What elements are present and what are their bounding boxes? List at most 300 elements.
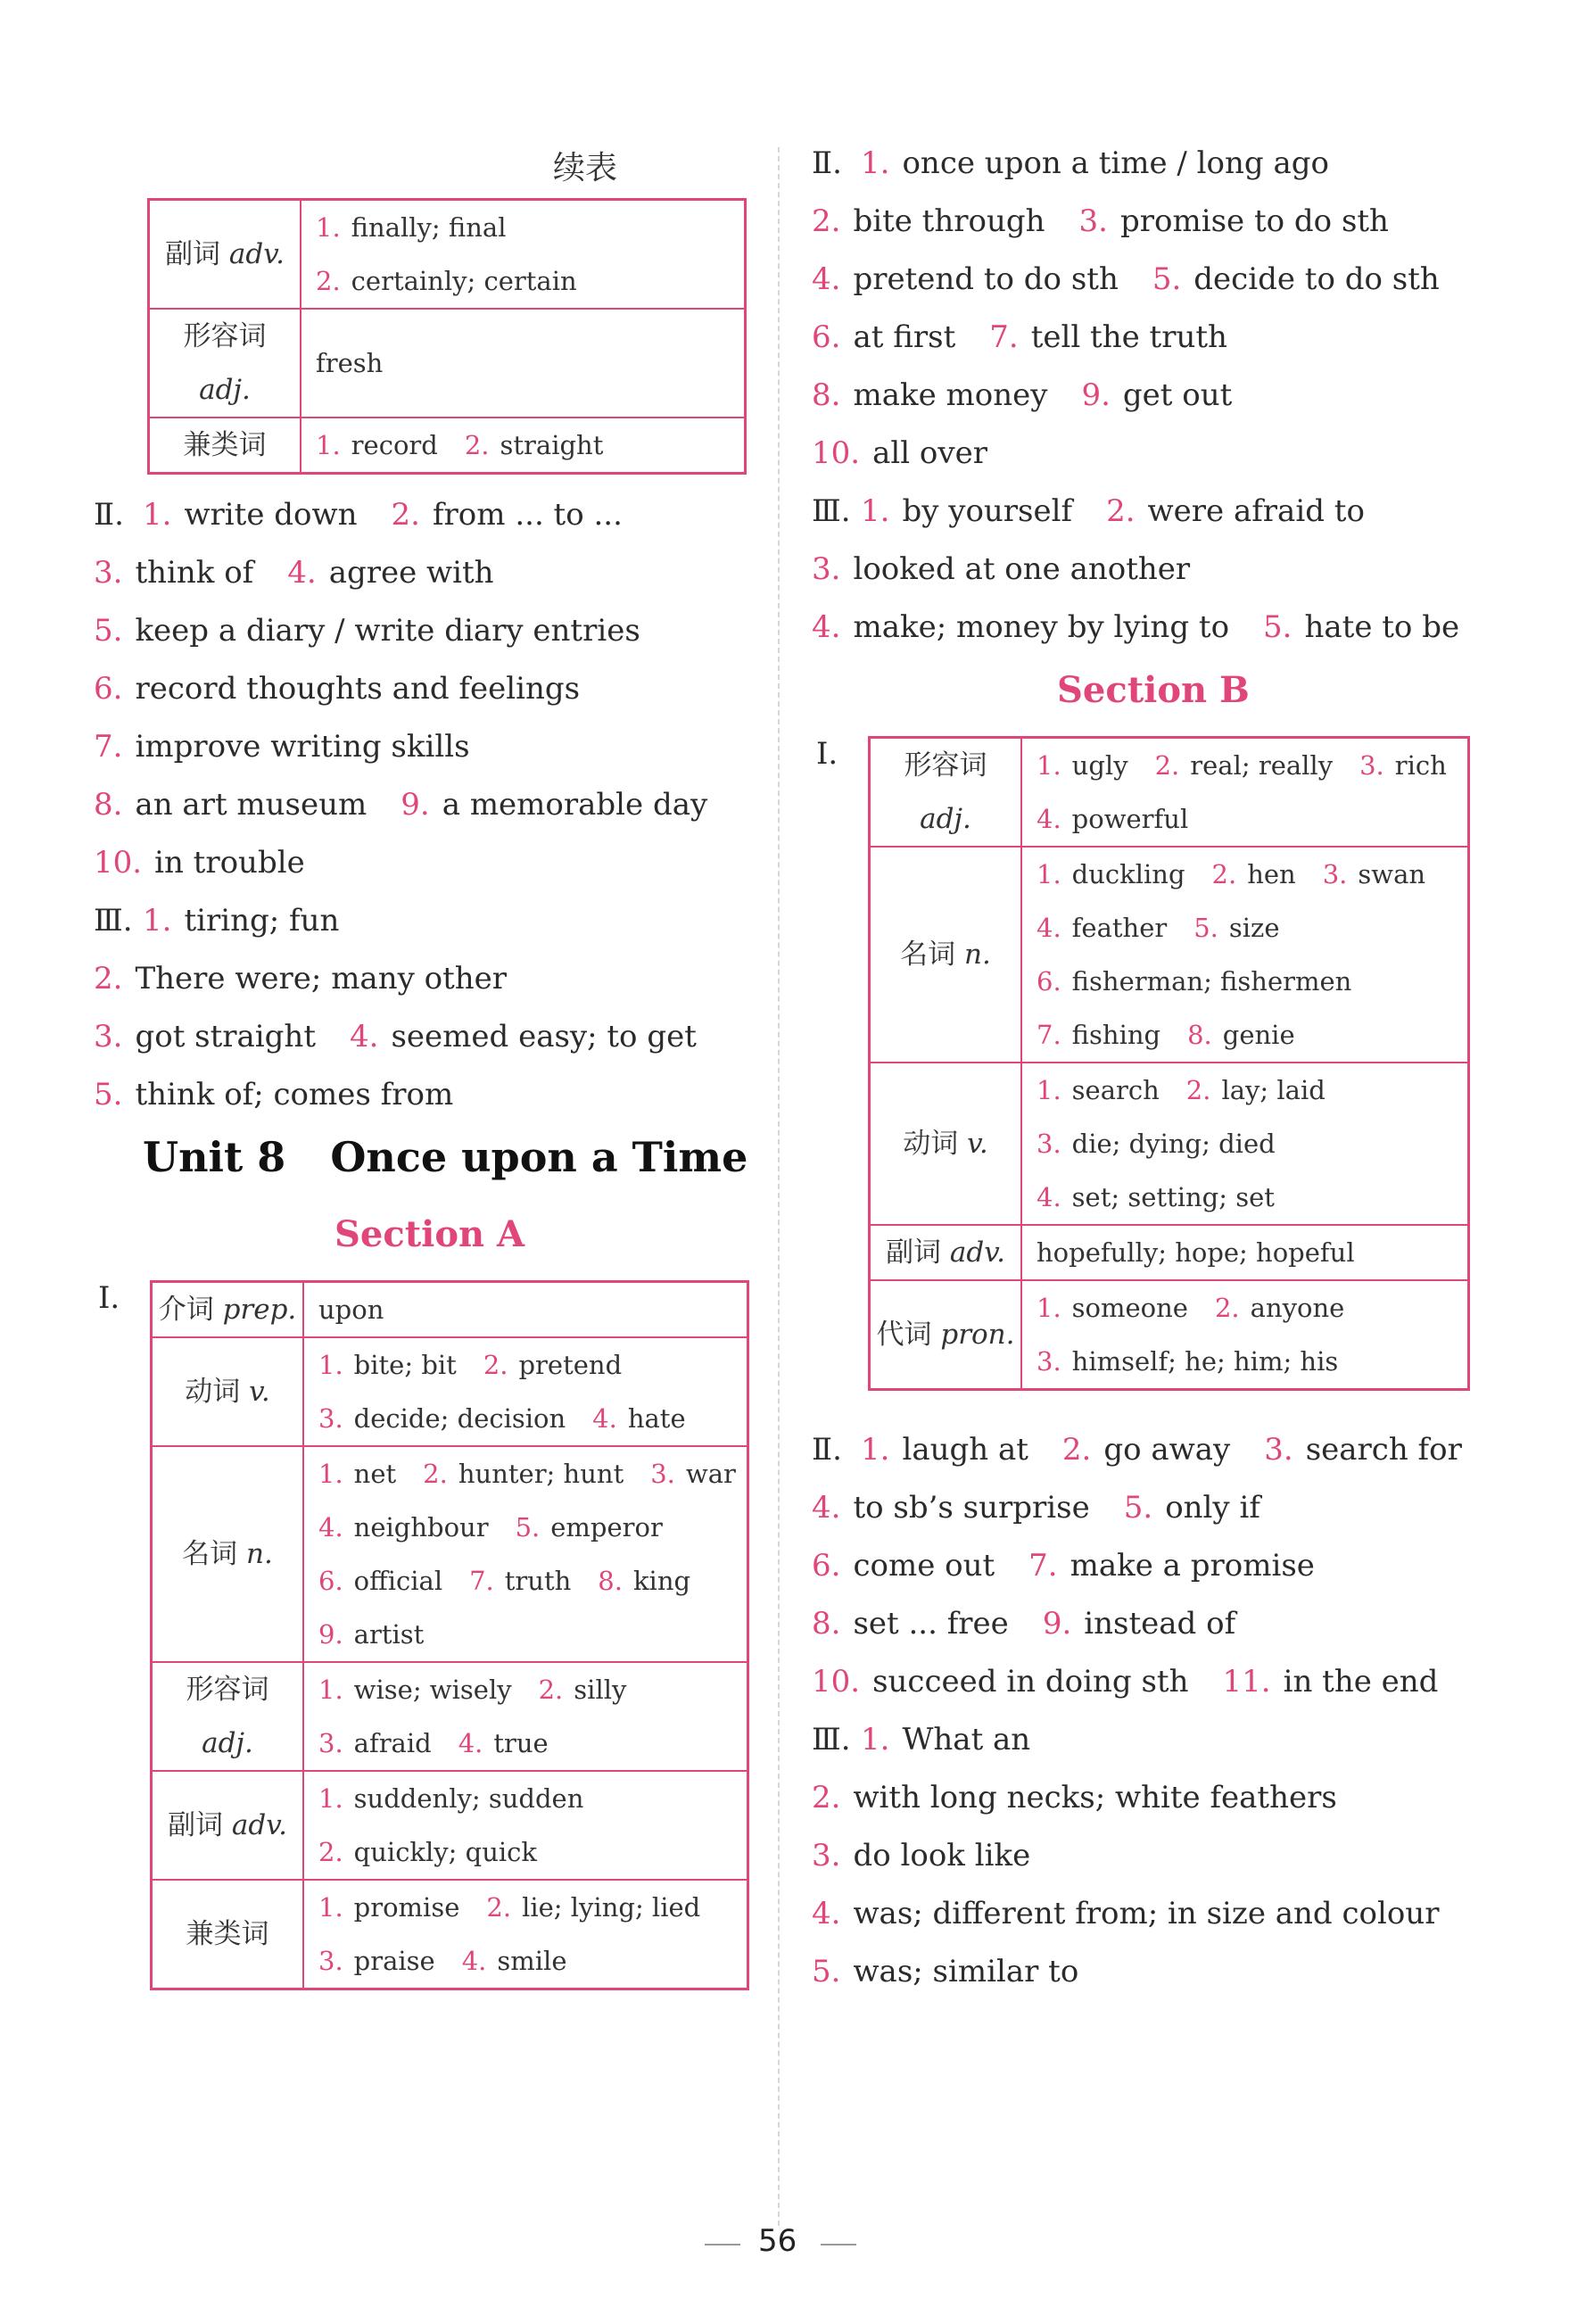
left-ex3-line: [94, 1019, 697, 1054]
item-text: instead of: [1084, 1606, 1236, 1642]
category-cell: [870, 1225, 1022, 1280]
item-number: 8.: [94, 787, 123, 823]
item-number: 1.: [1037, 1075, 1061, 1105]
item-number: 4.: [812, 609, 841, 645]
category-cn: 动词: [903, 1128, 959, 1160]
left-ex3-line: [94, 1077, 453, 1112]
item-text: real; really: [1190, 750, 1334, 781]
item-number: 5.: [1193, 913, 1218, 943]
item-text: once upon a time / long ago: [902, 145, 1329, 181]
item-number: 10.: [812, 1664, 861, 1700]
unit-label: Unit 8: [143, 1133, 286, 1181]
item-number: 3.: [812, 1838, 841, 1873]
item-number: 5.: [94, 613, 123, 649]
item-text: emperor: [550, 1512, 663, 1542]
item-number: 2.: [318, 1837, 343, 1867]
item-text: looked at one another: [853, 551, 1191, 587]
vocab-table-top: [147, 198, 747, 475]
category-cn: 副词: [168, 1809, 224, 1841]
item-text: artist: [353, 1619, 425, 1650]
section-a-title: Section A: [334, 1213, 525, 1255]
item-number: 1.: [1037, 1293, 1061, 1323]
item-row: [316, 254, 744, 308]
item-number: 7.: [989, 319, 1019, 355]
item-number: 2.: [464, 430, 490, 460]
item-text: net: [353, 1459, 397, 1489]
right-ex2b-line: [861, 1432, 1462, 1468]
category-cn: 兼类词: [186, 1918, 269, 1950]
item-text: decide to do sth: [1193, 261, 1440, 297]
item-number: 1.: [318, 1892, 343, 1923]
item-text: were afraid to: [1147, 493, 1365, 529]
item-text: come out: [853, 1548, 995, 1584]
category-cn: 动词: [185, 1376, 241, 1408]
item-row: [1037, 1063, 1467, 1117]
item-row: [318, 1338, 747, 1392]
item-text: pretend to do sth: [853, 261, 1119, 297]
item-number: 10.: [812, 435, 861, 471]
left-ex2-line: [94, 787, 707, 823]
item-number: 2.: [538, 1675, 564, 1705]
right-ex2a-line: [812, 319, 1227, 355]
item-number: 3.: [650, 1459, 675, 1489]
item-number: 4.: [318, 1512, 343, 1542]
item-number: 1.: [861, 1722, 890, 1757]
item-number: 3.: [318, 1403, 343, 1434]
right-ex2b-line: [812, 1490, 1260, 1526]
item-number: 2.: [1154, 750, 1180, 781]
right-ex2a-line: [812, 261, 1440, 297]
item-text: set ... free: [853, 1606, 1009, 1642]
item-row: [1037, 955, 1467, 1008]
item-number: 6.: [1037, 966, 1061, 997]
item-number: 3.: [94, 1019, 123, 1054]
category-cell: [149, 309, 301, 418]
item-number: 5.: [1263, 609, 1293, 645]
item-number: 4.: [1037, 913, 1061, 943]
item-row: [316, 336, 744, 390]
left-ex3-roman: Ⅲ.: [94, 903, 133, 939]
category-pos: adj.: [202, 1727, 253, 1759]
item-number: 9.: [318, 1619, 343, 1650]
items-cell: [303, 1662, 748, 1771]
item-text: promise: [353, 1892, 460, 1923]
item-number: 2.: [1185, 1075, 1211, 1105]
item-row: [318, 1825, 747, 1879]
item-number: 4.: [812, 1896, 841, 1931]
item-text: record: [351, 430, 438, 460]
item-text: at first: [853, 319, 956, 355]
right-ex3b-roman: Ⅲ.: [812, 1722, 851, 1757]
item-row: [1037, 1335, 1467, 1388]
item-text: got straight: [135, 1019, 316, 1054]
item-text: truth: [504, 1566, 572, 1596]
item-row: [1037, 848, 1467, 901]
item-text: search for: [1305, 1432, 1462, 1468]
table-row: [149, 200, 746, 310]
item-text: make money: [853, 377, 1048, 413]
item-number: 4.: [287, 555, 317, 591]
item-number: 5.: [812, 1954, 841, 1989]
item-text: smile: [497, 1946, 567, 1976]
category-cell: [152, 1282, 304, 1338]
category-cell: [152, 1662, 304, 1771]
item-text: an art museum: [135, 787, 368, 823]
table-row: [870, 1063, 1469, 1225]
right-ex2a-roman: Ⅱ.: [812, 145, 842, 181]
item-text: by yourself: [902, 493, 1073, 529]
column-divider: [778, 147, 780, 2226]
item-number: 9.: [1081, 377, 1111, 413]
item-row: [318, 1663, 747, 1716]
items-cell: [1021, 1225, 1469, 1280]
item-text: hopefully; hope; hopeful: [1037, 1237, 1355, 1268]
item-text: silly: [574, 1675, 627, 1705]
page-dash-right: [821, 2244, 856, 2245]
item-number: 8.: [1187, 1020, 1212, 1050]
item-text: seemed easy; to get: [391, 1019, 697, 1054]
item-text: ugly: [1071, 750, 1128, 781]
item-text: in trouble: [154, 845, 305, 881]
left-ex3-line: [94, 961, 507, 997]
items-cell: [1021, 1280, 1469, 1390]
category-cell: [870, 1280, 1022, 1390]
items-cell: [303, 1771, 748, 1880]
item-number: 1.: [1037, 859, 1061, 889]
category-pos: n.: [237, 1538, 273, 1570]
item-text: powerful: [1071, 804, 1189, 834]
category-cell: [870, 847, 1022, 1063]
left-ex2-line: [94, 555, 494, 591]
item-number: 10.: [94, 845, 143, 881]
item-text: from ... to ...: [432, 497, 623, 533]
category-cn: 形容词: [183, 320, 267, 352]
item-row: [1037, 739, 1467, 792]
item-text: bite through: [853, 203, 1045, 239]
item-number: 4.: [592, 1403, 617, 1434]
category-cn: 名词: [900, 939, 956, 971]
item-number: 6.: [812, 319, 841, 355]
item-row: [1037, 1170, 1467, 1224]
item-number: 3.: [812, 551, 841, 587]
item-number: 11.: [1222, 1664, 1271, 1700]
item-text: succeed in doing sth: [872, 1664, 1189, 1700]
category-cn: 副词: [165, 238, 221, 270]
right-ex3b-line: [861, 1722, 1030, 1757]
item-text: What an: [902, 1722, 1031, 1757]
item-number: 1.: [861, 1432, 890, 1468]
unit-heading: [143, 1133, 747, 1181]
right-ex2a-line: [861, 145, 1329, 181]
item-row: [318, 1447, 747, 1501]
item-text: suddenly; sudden: [353, 1783, 584, 1814]
item-row: [1037, 1117, 1467, 1170]
table-row: [870, 1280, 1469, 1390]
item-text: fishing: [1071, 1020, 1161, 1050]
item-text: all over: [872, 435, 987, 471]
category-cell: [152, 1446, 304, 1662]
item-number: 1.: [861, 493, 890, 529]
item-text: official: [353, 1566, 443, 1596]
item-number: 4.: [458, 1728, 483, 1758]
item-text: tell the truth: [1030, 319, 1227, 355]
item-number: 1.: [143, 903, 172, 939]
item-number: 4.: [461, 1946, 487, 1976]
item-text: straight: [500, 430, 604, 460]
table-row: [870, 1225, 1469, 1280]
category-pos: pron.: [931, 1319, 1015, 1351]
left-ex2-roman: Ⅱ.: [94, 497, 124, 533]
item-number: 2.: [1106, 493, 1136, 529]
table-row: [152, 1282, 748, 1338]
right-ex3a-line: [812, 551, 1190, 587]
category-cell: [149, 418, 301, 474]
table-row: [152, 1880, 748, 1989]
item-text: improve writing skills: [135, 729, 470, 765]
table-row: [152, 1771, 748, 1880]
item-number: 2.: [812, 1780, 841, 1815]
left-ex2-line: [94, 613, 640, 649]
item-number: 9.: [401, 787, 430, 823]
item-text: someone: [1071, 1293, 1188, 1323]
item-text: think of: [135, 555, 254, 591]
item-text: swan: [1358, 859, 1426, 889]
unit-title: Once upon a Time: [330, 1133, 748, 1181]
right-ex2b-line: [812, 1664, 1438, 1700]
vocab-table-section-b: [868, 736, 1470, 1391]
right-ex3b-line: [812, 1954, 1078, 1989]
category-cn: 名词: [182, 1538, 238, 1570]
item-number: 1.: [1037, 750, 1061, 781]
category-pos: adv.: [220, 238, 285, 270]
item-text: agree with: [328, 555, 494, 591]
table-row: [152, 1337, 748, 1446]
right-ex3a-roman: Ⅲ.: [812, 493, 851, 529]
page-number: 56: [758, 2223, 797, 2259]
item-text: wise; wisely: [353, 1675, 512, 1705]
item-number: 9.: [1042, 1606, 1072, 1642]
item-text: lay; laid: [1221, 1075, 1326, 1105]
item-text: promise to do sth: [1119, 203, 1389, 239]
category-pos: adj.: [199, 374, 251, 406]
items-cell: [303, 1880, 748, 1989]
item-text: make; money by lying to: [853, 609, 1230, 645]
category-cell: [152, 1337, 304, 1446]
section-b-roman: Ⅰ.: [816, 736, 838, 772]
item-number: 6.: [812, 1548, 841, 1584]
item-row: [318, 1716, 747, 1770]
left-ex2-line: [94, 671, 580, 707]
item-number: 5.: [1152, 261, 1182, 297]
items-cell: [1021, 847, 1469, 1063]
section-a-roman: Ⅰ.: [98, 1280, 120, 1316]
item-number: 2.: [391, 497, 420, 533]
items-cell: [301, 200, 746, 310]
item-text: himself; he; him; his: [1071, 1346, 1339, 1377]
item-row: [318, 1392, 747, 1445]
item-row: [318, 1554, 747, 1608]
item-number: 4.: [350, 1019, 379, 1054]
item-text: pretend: [518, 1350, 623, 1380]
item-number: 1.: [143, 497, 172, 533]
item-row: [318, 1283, 747, 1336]
item-number: 1.: [318, 1459, 343, 1489]
left-ex2-line: [94, 729, 470, 765]
item-text: size: [1228, 913, 1280, 943]
category-pos: n.: [955, 939, 991, 971]
item-text: There were; many other: [135, 961, 508, 997]
item-row: [1037, 901, 1467, 955]
category-cn: 介词: [158, 1294, 214, 1326]
item-number: 8.: [598, 1566, 623, 1596]
category-cell: [152, 1880, 304, 1989]
item-text: in the end: [1283, 1664, 1439, 1700]
item-text: quickly; quick: [353, 1837, 537, 1867]
item-number: 2.: [1214, 1293, 1240, 1323]
continued-label: 续表: [553, 150, 618, 186]
item-row: [1037, 792, 1467, 846]
item-text: a memorable day: [442, 787, 708, 823]
item-text: decide; decision: [353, 1403, 566, 1434]
item-number: 5.: [94, 1077, 123, 1112]
item-text: write down: [184, 497, 358, 533]
item-number: 7.: [94, 729, 123, 765]
category-cell: [870, 1063, 1022, 1225]
item-number: 7.: [1037, 1020, 1061, 1050]
item-number: 2.: [1061, 1432, 1092, 1468]
section-b-title: Section B: [1057, 669, 1250, 711]
item-text: hate: [627, 1403, 686, 1434]
item-text: praise: [353, 1946, 435, 1976]
item-text: upon: [318, 1294, 384, 1325]
items-cell: [301, 418, 746, 474]
table-row: [152, 1446, 748, 1662]
left-ex2-line: [143, 497, 623, 533]
right-ex3a-line: [812, 609, 1459, 645]
item-text: rich: [1394, 750, 1447, 781]
item-number: 8.: [812, 1606, 841, 1642]
item-number: 2.: [1211, 859, 1237, 889]
item-number: 4.: [812, 1490, 841, 1526]
item-text: set; setting; set: [1071, 1182, 1275, 1212]
left-ex3-line: [143, 903, 339, 939]
item-row: [1037, 1281, 1467, 1335]
category-cn: 代词: [876, 1319, 932, 1351]
item-number: 4.: [1037, 804, 1061, 834]
item-number: 3.: [318, 1728, 343, 1758]
item-number: 6.: [94, 671, 123, 707]
item-number: 3.: [94, 555, 123, 591]
item-text: record thoughts and feelings: [135, 671, 581, 707]
item-text: was; similar to: [853, 1954, 1079, 1989]
category-pos: v.: [240, 1376, 270, 1408]
item-text: duckling: [1071, 859, 1185, 889]
item-number: 1.: [318, 1350, 343, 1380]
category-cn: 兼类词: [183, 429, 267, 461]
item-number: 2.: [316, 266, 341, 296]
right-ex2a-line: [812, 203, 1389, 239]
table-row: [152, 1662, 748, 1771]
category-cn: 形容词: [904, 749, 987, 782]
item-text: king: [632, 1566, 691, 1596]
category-cell: [152, 1771, 304, 1880]
item-text: lie; lying; lied: [522, 1892, 701, 1923]
category-cell: [149, 200, 301, 310]
category-pos: v.: [958, 1128, 988, 1160]
category-pos: adj.: [920, 803, 971, 835]
item-number: 2.: [423, 1459, 448, 1489]
item-number: 5.: [1123, 1490, 1153, 1526]
item-number: 1.: [316, 212, 341, 243]
left-ex2-line: [94, 845, 305, 881]
item-text: hunter; hunt: [458, 1459, 624, 1489]
item-text: hen: [1247, 859, 1296, 889]
item-text: tiring; fun: [184, 903, 340, 939]
item-text: neighbour: [353, 1512, 489, 1542]
item-number: 7.: [469, 1566, 494, 1596]
item-number: 2.: [486, 1892, 512, 1923]
table-row: [149, 418, 746, 474]
item-row: [318, 1881, 747, 1934]
item-number: 6.: [318, 1566, 343, 1596]
item-text: anyone: [1250, 1293, 1345, 1323]
item-text: make a promise: [1070, 1548, 1315, 1584]
right-ex2a-line: [812, 435, 987, 471]
item-row: [318, 1608, 747, 1661]
item-number: 2.: [812, 203, 841, 239]
right-ex3b-line: [812, 1780, 1337, 1815]
item-text: think of; comes from: [135, 1077, 454, 1112]
item-text: with long necks; white feathers: [853, 1780, 1337, 1815]
item-text: go away: [1103, 1432, 1231, 1468]
item-text: afraid: [353, 1728, 432, 1758]
item-number: 3.: [318, 1946, 343, 1976]
item-text: do look like: [853, 1838, 1031, 1873]
table-row: [149, 309, 746, 418]
category-pos: adv.: [223, 1809, 287, 1841]
item-number: 5.: [515, 1512, 541, 1542]
item-text: laugh at: [902, 1432, 1028, 1468]
item-number: 3.: [1037, 1129, 1061, 1159]
item-row: [1037, 1008, 1467, 1062]
item-number: 3.: [1037, 1346, 1061, 1377]
table-row: [870, 738, 1469, 848]
category-pos: prep.: [213, 1294, 297, 1326]
item-row: [316, 201, 744, 254]
item-text: genie: [1222, 1020, 1295, 1050]
item-text: only if: [1165, 1490, 1260, 1526]
right-ex2b-roman: Ⅱ.: [812, 1432, 842, 1468]
items-cell: [303, 1337, 748, 1446]
item-text: true: [493, 1728, 549, 1758]
item-text: was; different from; in size and colour: [853, 1896, 1440, 1931]
item-number: 2.: [483, 1350, 508, 1380]
item-number: 2.: [94, 961, 123, 997]
item-text: fresh: [316, 348, 384, 378]
items-cell: [1021, 738, 1469, 848]
category-cn: 形容词: [186, 1674, 269, 1706]
item-number: 4.: [1037, 1182, 1061, 1212]
item-number: 7.: [1028, 1548, 1058, 1584]
item-number: 8.: [812, 377, 841, 413]
items-cell: [303, 1282, 748, 1338]
item-number: 1.: [861, 145, 890, 181]
item-number: 3.: [1264, 1432, 1293, 1468]
right-ex3b-line: [812, 1896, 1440, 1931]
right-ex2a-line: [812, 377, 1232, 413]
category-cn: 副词: [886, 1236, 942, 1269]
item-text: get out: [1122, 377, 1233, 413]
